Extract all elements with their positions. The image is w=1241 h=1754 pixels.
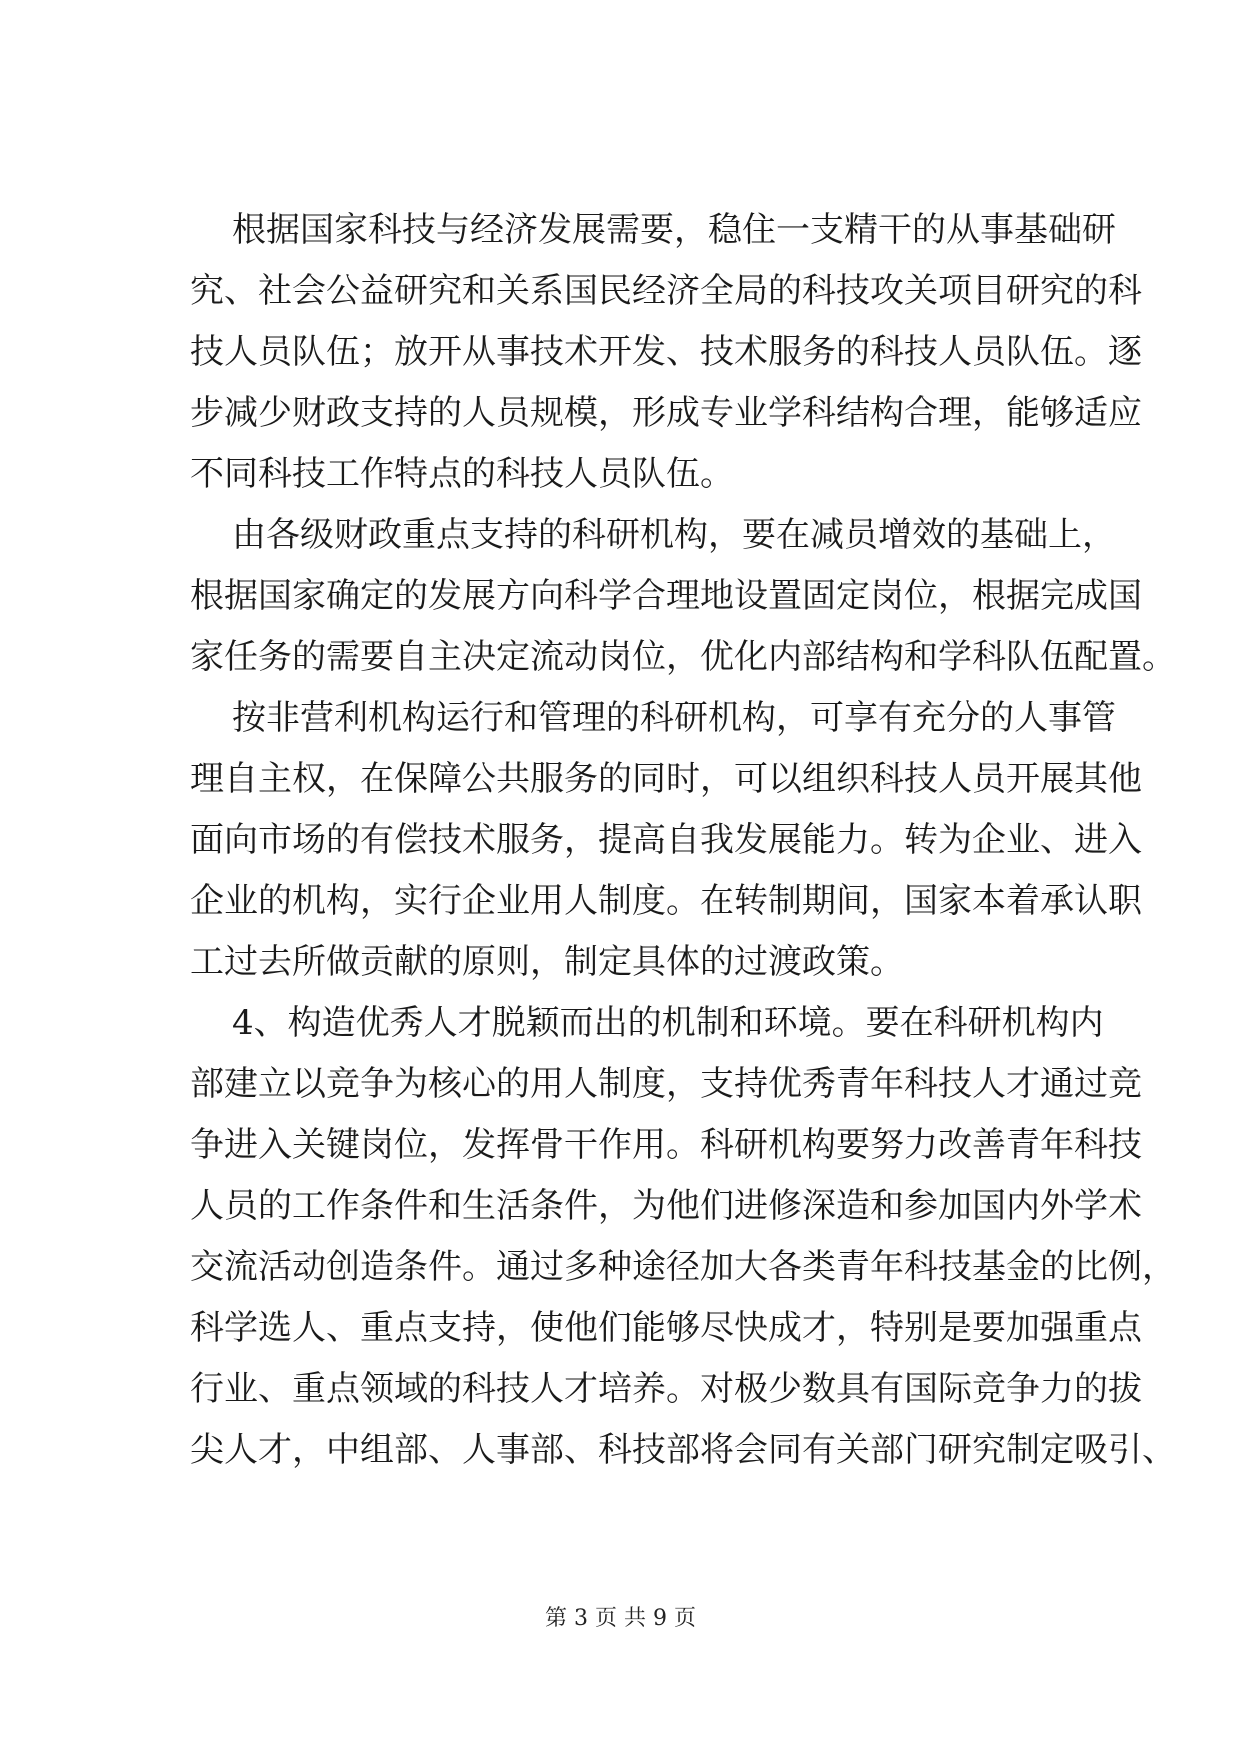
paragraph-line: 根据国家科技与经济发展需要，稳住一支精干的从事基础研 [232, 210, 1116, 250]
paragraph-line: 尖人才，中组部、人事部、科技部将会同有关部门研究制定吸引、 [190, 1430, 1176, 1470]
paragraph-line: 按非营利机构运行和管理的科研机构，可享有充分的人事管 [232, 698, 1116, 738]
paragraph-1 [190, 200, 1142, 505]
paragraph-line: 由各级财政重点支持的科研机构，要在减员增效的基础上， [232, 515, 1116, 555]
paragraph-line: 交流活动创造条件。通过多种途径加大各类青年科技基金的比例， [190, 1247, 1176, 1287]
paragraph-line: 根据国家确定的发展方向科学合理地设置固定岗位，根据完成国 [190, 576, 1142, 616]
paragraph-3 [190, 688, 1142, 993]
paragraph-line: 行业、重点领域的科技人才培养。对极少数具有国际竞争力的拔 [190, 1369, 1142, 1409]
paragraph-line: 不同科技工作特点的科技人员队伍。 [190, 454, 734, 494]
paragraph-line: 家任务的需要自主决定流动岗位，优化内部结构和学科队伍配置。 [190, 637, 1176, 677]
paragraph-line: 人员的工作条件和生活条件，为他们进修深造和参加国内外学术 [190, 1186, 1142, 1226]
paragraph-line: 4、构造优秀人才脱颖而出的机制和环境。要在科研机构内 [232, 1003, 1104, 1043]
paragraph-line: 企业的机构，实行企业用人制度。在转制期间，国家本着承认职 [190, 881, 1142, 921]
paragraph-line: 面向市场的有偿技术服务，提高自我发展能力。转为企业、进入 [190, 820, 1142, 860]
document-body [190, 200, 1176, 1481]
paragraph-line: 争进入关键岗位，发挥骨干作用。科研机构要努力改善青年科技 [190, 1125, 1142, 1165]
paragraph-line: 理自主权，在保障公共服务的同时，可以组织科技人员开展其他 [190, 759, 1142, 799]
paragraph-2 [190, 505, 1176, 688]
page-number-label: 第 3 页 共 9 页 [545, 1606, 696, 1631]
paragraph-line: 工过去所做贡献的原则，制定具体的过渡政策。 [190, 942, 904, 982]
paragraph-line: 部建立以竞争为核心的用人制度，支持优秀青年科技人才通过竞 [190, 1064, 1142, 1104]
paragraph-line: 究、社会公益研究和关系国民经济全局的科技攻关项目研究的科 [190, 271, 1142, 311]
paragraph-line: 技人员队伍；放开从事技术开发、技术服务的科技人员队伍。逐 [190, 332, 1142, 372]
paragraph-line: 步减少财政支持的人员规模，形成专业学科结构合理，能够适应 [190, 393, 1142, 433]
page-footer [0, 1605, 1241, 1633]
paragraph-4 [190, 993, 1176, 1481]
paragraph-line: 科学选人、重点支持，使他们能够尽快成才，特别是要加强重点 [190, 1308, 1142, 1348]
